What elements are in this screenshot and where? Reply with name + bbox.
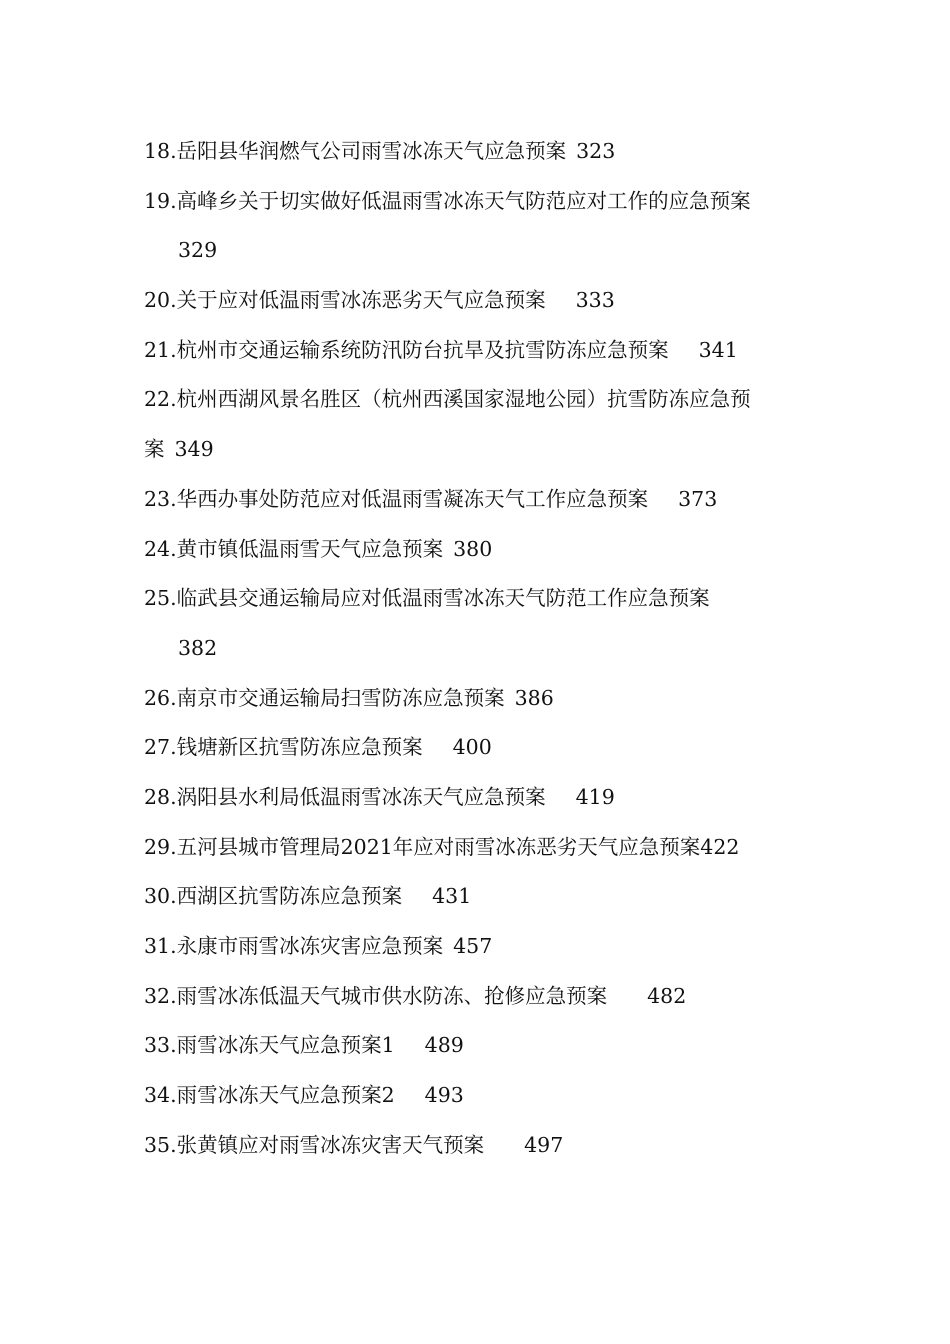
toc-title: 涡阳县水利局低温雨雪冰冻天气应急预案 — [176, 784, 546, 809]
toc-number: 20. — [144, 288, 177, 313]
toc-title: 雨雪冰冻低温天气城市供水防冻、抢修应急预案 — [176, 983, 608, 1008]
toc-number: 31. — [144, 934, 177, 958]
toc-page-number: 482 — [647, 983, 687, 1008]
toc-entry-20[interactable] — [144, 283, 812, 333]
toc-title-continued: 案 — [144, 437, 165, 462]
toc-entry-22[interactable] — [144, 382, 812, 432]
toc-title: 关于应对低温雨雪冰冻恶劣天气应急预案 — [176, 288, 546, 313]
toc-number: 34. — [144, 1083, 177, 1108]
toc-page-number: 493 — [424, 1083, 464, 1108]
toc-page-number: 329 — [178, 238, 218, 263]
toc-entry-32[interactable] — [144, 979, 812, 1029]
toc-title: 张黄镇应对雨雪冰冻灾害天气预案 — [176, 1132, 485, 1157]
toc-entry-19[interactable] — [144, 184, 812, 234]
toc-page-number: 457 — [453, 934, 493, 958]
toc-title: 华西办事处防范应对低温雨雪凝冻天气工作应急预案 — [176, 486, 649, 511]
toc-number: 29. — [144, 834, 177, 859]
toc-title: 杭州西湖风景名胜区（杭州西溪国家湿地公园）抗雪防冻应急预 — [176, 387, 751, 412]
toc-number: 28. — [144, 784, 177, 809]
toc-entry-31[interactable] — [144, 929, 812, 979]
toc-title: 高峰乡关于切实做好低温雨雪冰冻天气防范应对工作的应急预案 — [176, 188, 751, 213]
toc-title: 临武县交通运输局应对低温雨雪冰冻天气防范工作应急预案 — [176, 586, 710, 611]
toc-page-number: 380 — [453, 536, 493, 561]
toc-number: 18. — [144, 139, 177, 163]
toc-entry-28[interactable] — [144, 780, 812, 830]
toc-entry-30[interactable] — [144, 879, 812, 929]
toc-page-number: 419 — [575, 784, 615, 809]
toc-number: 27. — [144, 735, 177, 760]
toc-page-number: 422 — [700, 834, 740, 859]
toc-number: 19. — [144, 188, 177, 213]
toc-page-number: 333 — [575, 288, 615, 313]
toc-number: 21. — [144, 337, 177, 362]
table-of-contents — [144, 134, 812, 1177]
toc-number: 30. — [144, 884, 177, 909]
toc-title: 雨雪冰冻天气应急预案1 — [176, 1033, 395, 1058]
toc-title: 钱塘新区抗雪防冻应急预案 — [176, 735, 423, 760]
toc-entry-34[interactable] — [144, 1078, 812, 1128]
toc-number: 25. — [144, 586, 177, 611]
toc-page-number: 323 — [576, 139, 616, 163]
toc-page-number: 373 — [678, 486, 718, 511]
toc-page-number: 341 — [698, 337, 738, 362]
toc-number: 35. — [144, 1132, 177, 1157]
toc-page-number: 489 — [424, 1033, 464, 1058]
toc-entry-25[interactable] — [144, 581, 812, 631]
toc-title: 雨雪冰冻天气应急预案2 — [176, 1083, 395, 1108]
toc-page-number: 386 — [514, 685, 554, 710]
toc-number: 33. — [144, 1033, 177, 1058]
toc-entry-21[interactable] — [144, 333, 812, 383]
toc-number: 23. — [144, 486, 177, 511]
toc-entry-24[interactable] — [144, 532, 812, 582]
toc-page-number: 431 — [432, 884, 472, 909]
toc-title: 永康市雨雪冰冻灾害应急预案 — [176, 934, 444, 958]
toc-page-number: 349 — [174, 437, 214, 462]
toc-entry-35[interactable] — [144, 1128, 812, 1178]
toc-entry-26[interactable] — [144, 681, 812, 731]
toc-number: 24. — [144, 536, 177, 561]
toc-entry-23[interactable] — [144, 482, 812, 532]
toc-number: 26. — [144, 685, 177, 710]
toc-number: 22. — [144, 387, 177, 412]
toc-page-number: 497 — [524, 1132, 564, 1157]
toc-entry-19-continued — [144, 233, 812, 283]
toc-title: 黄市镇低温雨雪天气应急预案 — [176, 536, 444, 561]
toc-title: 岳阳县华润燃气公司雨雪冰冻天气应急预案 — [176, 139, 567, 163]
toc-title: 西湖区抗雪防冻应急预案 — [176, 884, 403, 909]
toc-title: 五河县城市管理局2021年应对雨雪冰冻恶劣天气应急预案 — [176, 834, 701, 859]
toc-page-number: 382 — [178, 635, 218, 660]
toc-title: 南京市交通运输局扫雪防冻应急预案 — [176, 685, 505, 710]
toc-entry-33[interactable] — [144, 1028, 812, 1078]
toc-entry-22-continued — [144, 432, 812, 482]
toc-entry-18[interactable] — [144, 134, 812, 184]
toc-entry-25-continued — [144, 631, 812, 681]
toc-page-number: 400 — [452, 735, 492, 760]
toc-number: 32. — [144, 983, 177, 1008]
toc-entry-29[interactable] — [144, 830, 812, 880]
toc-title: 杭州市交通运输系统防汛防台抗旱及抗雪防冻应急预案 — [176, 337, 669, 362]
toc-entry-27[interactable] — [144, 730, 812, 780]
